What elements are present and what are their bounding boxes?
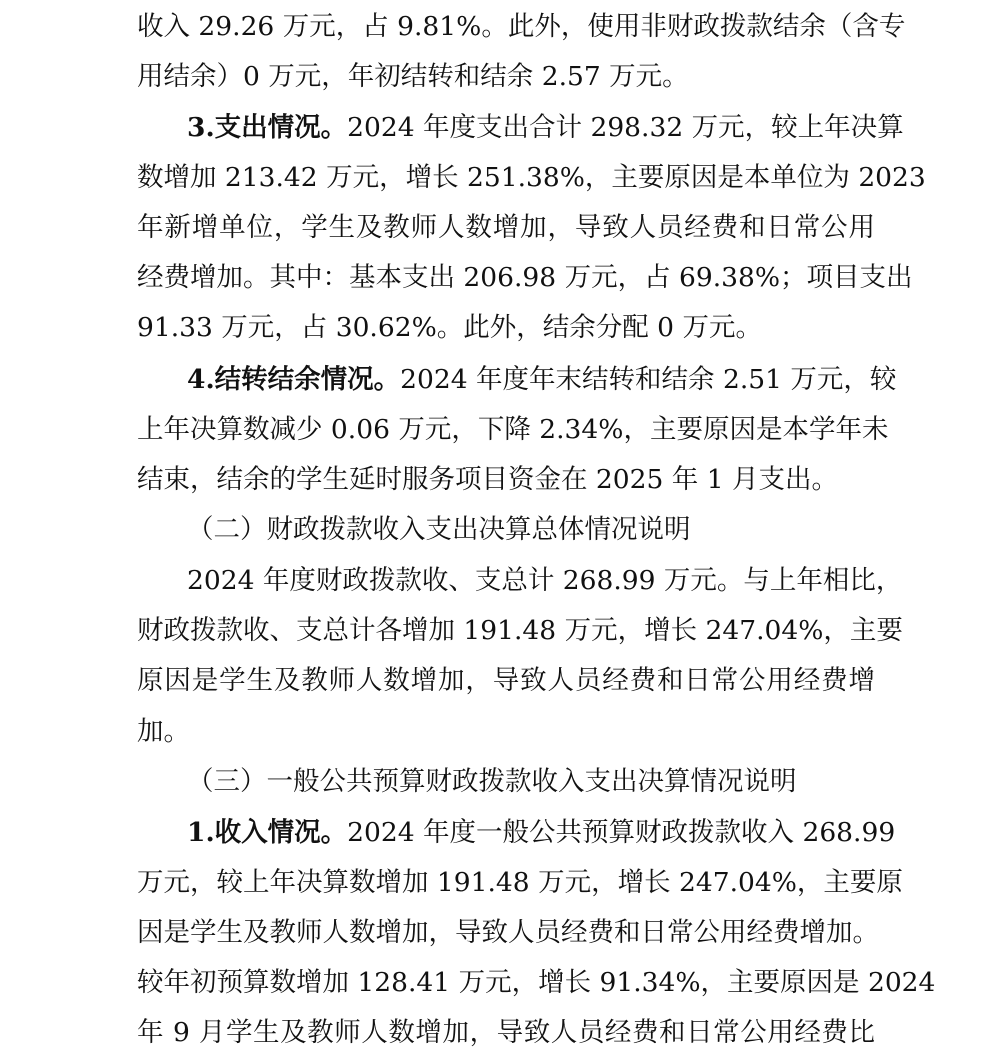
text-line [187, 556, 903, 606]
text-line [137, 2, 906, 52]
text-line [137, 707, 875, 757]
text-run: 原因是学生及教师人数增加，导致人员经费和日常公用经费增 [137, 665, 875, 696]
text-line [137, 405, 889, 455]
text-run: 万元，较上年决算数增加 191.48 万元，增长 247.04%，主要原 [137, 867, 903, 898]
text-run: 2024 年度财政拨款收、支总计 268.99 万元。与上年相比， [187, 565, 903, 596]
section-heading: 1.收入情况。 [187, 817, 348, 848]
text-run: 加。 [137, 716, 190, 747]
text-run: 财政拨款收、支总计各增加 191.48 万元，增长 247.04%，主要 [137, 615, 903, 646]
text-line [137, 606, 903, 656]
text-run: 用结余）0 万元，年初结转和结余 2.57 万元。 [137, 61, 689, 92]
text-run: 91.33 万元，占 30.62%。此外，结余分配 0 万元。 [137, 312, 762, 343]
subsection-title: （二）财政拨款收入支出决算总体情况说明 [187, 514, 691, 545]
text-run: 数增加 213.42 万元，增长 251.38%，主要原因是本单位为 2023 [137, 162, 926, 193]
text-line [187, 808, 896, 858]
text-line [137, 303, 875, 353]
text-line [187, 103, 904, 153]
text-run: 收入 29.26 万元，占 9.81%。此外，使用非财政拨款结余（含专 [137, 11, 906, 42]
section-heading: 4.结转结余情况。 [187, 364, 401, 395]
subsection-heading [187, 757, 875, 807]
text-line [137, 253, 913, 303]
text-run: 经费增加。其中：基本支出 206.98 万元，占 69.38%；项目支出 [137, 262, 913, 293]
text-line [137, 1008, 875, 1058]
text-run: 结束，结余的学生延时服务项目资金在 2025 年 1 月支出。 [137, 464, 838, 495]
text-line [137, 153, 926, 203]
text-line [187, 355, 897, 405]
text-line [137, 858, 903, 908]
text-run: 年 9 月学生及教师人数增加，导致人员经费和日常公用经费比 [137, 1017, 875, 1048]
text-run: 2024 年度支出合计 298.32 万元，较上年决算 [347, 112, 904, 143]
text-line [137, 455, 875, 505]
text-run: 2024 年度年末结转和结余 2.51 万元，较 [400, 364, 897, 395]
text-line [137, 203, 875, 253]
subsection-title: （三）一般公共预算财政拨款收入支出决算情况说明 [187, 766, 797, 797]
text-line [137, 52, 875, 102]
text-line [137, 656, 875, 706]
text-line [137, 958, 936, 1008]
text-line [137, 908, 879, 958]
text-run: 年新增单位，学生及教师人数增加，导致人员经费和日常公用 [137, 212, 875, 243]
text-run: 较年初预算数增加 128.41 万元，增长 91.34%，主要原因是 2024 [137, 967, 936, 998]
subsection-heading [187, 505, 875, 555]
section-heading: 3.支出情况。 [187, 112, 348, 143]
text-run: 因是学生及教师人数增加，导致人员经费和日常公用经费增加。 [137, 917, 879, 948]
text-run: 上年决算数减少 0.06 万元，下降 2.34%，主要原因是本学年未 [137, 414, 889, 445]
text-run: 2024 年度一般公共预算财政拨款收入 268.99 [347, 817, 896, 848]
